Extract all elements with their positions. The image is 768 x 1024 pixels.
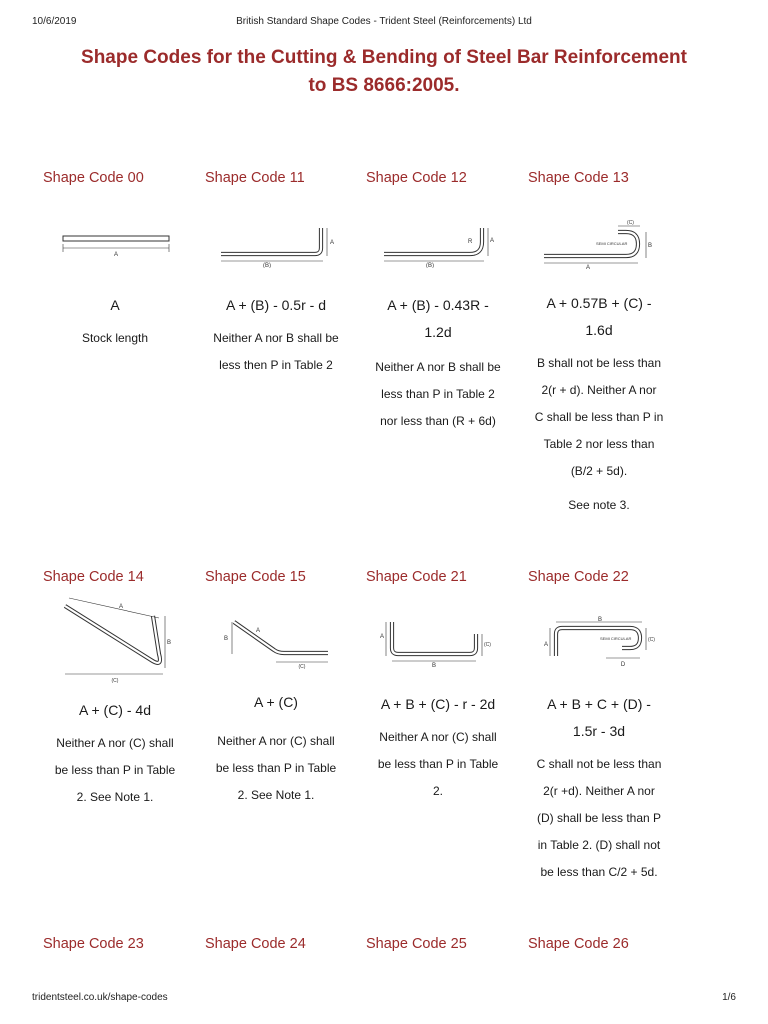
shape-12-formula: A + (B) - 0.43R - 1.2d: [387, 297, 489, 340]
shape-code-26-title: Shape Code 26: [528, 936, 629, 952]
dim-label-c: (C): [648, 637, 655, 643]
dim-label-c: (C): [627, 220, 634, 226]
dim-label-a: A: [585, 265, 591, 270]
shape-code-24-title: Shape Code 24: [205, 936, 306, 952]
shape-15-formula: A + (C): [254, 694, 298, 710]
dim-label-c: (C): [111, 678, 119, 684]
shape-code-21-title: Shape Code 21: [366, 569, 467, 585]
semi-circular-label: SEMI CIRCULAR: [596, 241, 628, 246]
page-title-line1: Shape Codes for the Cutting & Bending of Steel Bar Reinforcement: [81, 47, 687, 68]
page-title-line2: to BS 8666:2005.: [308, 75, 460, 96]
shape-21-formula: A + B + (C) - r - 2d: [380, 696, 496, 712]
shape-15-note: Neither A nor (C) shall be less than P in Table 2. See Note 1.: [215, 734, 337, 802]
shape-13-diagram: [538, 218, 663, 270]
print-page-title: British Standard Shape Codes - Trident Steel (Reinforcements) Ltd: [236, 16, 532, 27]
shape-code-22-title: Shape Code 22: [528, 569, 629, 585]
shape-14-formula: A + (C) - 4d: [79, 702, 151, 718]
shape-14-diagram: [55, 596, 185, 686]
shape-21-note: Neither A nor (C) shall be less than P in Table 2.: [377, 730, 499, 798]
shape-code-12-title: Shape Code 12: [366, 170, 467, 186]
shape-code-14-title: Shape Code 14: [43, 569, 144, 585]
semi-circular-label: SEMI CIRCULAR: [600, 636, 632, 641]
dim-label-b: B: [648, 243, 653, 249]
shape-code-15-title: Shape Code 15: [205, 569, 306, 585]
dim-label-c: (C): [298, 664, 306, 670]
shape-code-23-title: Shape Code 23: [43, 936, 144, 952]
page-number: 1/6: [722, 992, 736, 1003]
shape-00-formula: A: [110, 297, 120, 313]
dim-label-c: (C): [484, 642, 491, 648]
dim-label-a: A: [256, 628, 261, 634]
dim-label-b: B: [167, 640, 172, 646]
shape-22-formula: A + B + C + (D) - 1.5r - 3d: [547, 696, 651, 739]
shape-00-note: Stock length: [81, 331, 149, 345]
footer-url: tridentsteel.co.uk/shape-codes: [32, 992, 168, 1003]
dim-label-a: A: [544, 642, 549, 648]
dim-label-b: B: [598, 617, 603, 623]
shape-13-note: B shall not be less than 2(r + d). Neither A nor C shall be less than P in Table 2 nor less than (B/2 + 5d).: [534, 356, 664, 478]
shape-code-13-title: Shape Code 13: [528, 170, 629, 186]
dim-label-a: A: [113, 252, 119, 258]
shape-13-see-note: See note 3.: [568, 498, 630, 512]
dim-label-d: D: [620, 662, 626, 668]
shape-12-note: Neither A nor B shall be less than P in Table 2 nor less than (R + 6d): [375, 360, 501, 428]
shape-22-note: C shall not be less than 2(r +d). Neither A nor (D) shall be less than P in Table 2. (D) shall not be less than C/2 + 5d.: [536, 757, 662, 879]
dim-label-b: B: [431, 663, 437, 668]
dim-label-a: A: [380, 634, 385, 640]
shape-00-diagram: [55, 228, 175, 262]
shape-code-25-title: Shape Code 25: [366, 936, 467, 952]
shape-11-note: Neither A nor B shall be less then P in Table 2: [213, 331, 339, 372]
shape-15-diagram: [218, 612, 338, 672]
shape-code-00-title: Shape Code 00: [43, 170, 144, 186]
dim-label-b: B: [224, 636, 229, 642]
shape-code-11-title: Shape Code 11: [205, 170, 305, 186]
shape-21-diagram: [376, 616, 496, 668]
dim-label-a: A: [330, 240, 335, 246]
page-title: [0, 44, 768, 100]
shape-11-diagram: [215, 222, 340, 268]
shape-22-diagram: [540, 616, 665, 672]
shape-12-diagram: [378, 222, 498, 268]
print-date: 10/6/2019: [32, 16, 77, 27]
dim-label-a: A: [490, 238, 495, 244]
shape-13-formula: A + 0.57B + (C) - 1.6d: [546, 295, 652, 338]
dim-label-b: (B): [426, 263, 434, 268]
shape-14-note: Neither A nor (C) shall be less than P in Table 2. See Note 1.: [54, 736, 176, 804]
shape-11-formula: A + (B) - 0.5r - d: [226, 297, 326, 313]
dim-label-r: R: [468, 239, 473, 245]
dim-label-b: (B): [263, 263, 271, 268]
dim-label-a: A: [119, 604, 124, 610]
